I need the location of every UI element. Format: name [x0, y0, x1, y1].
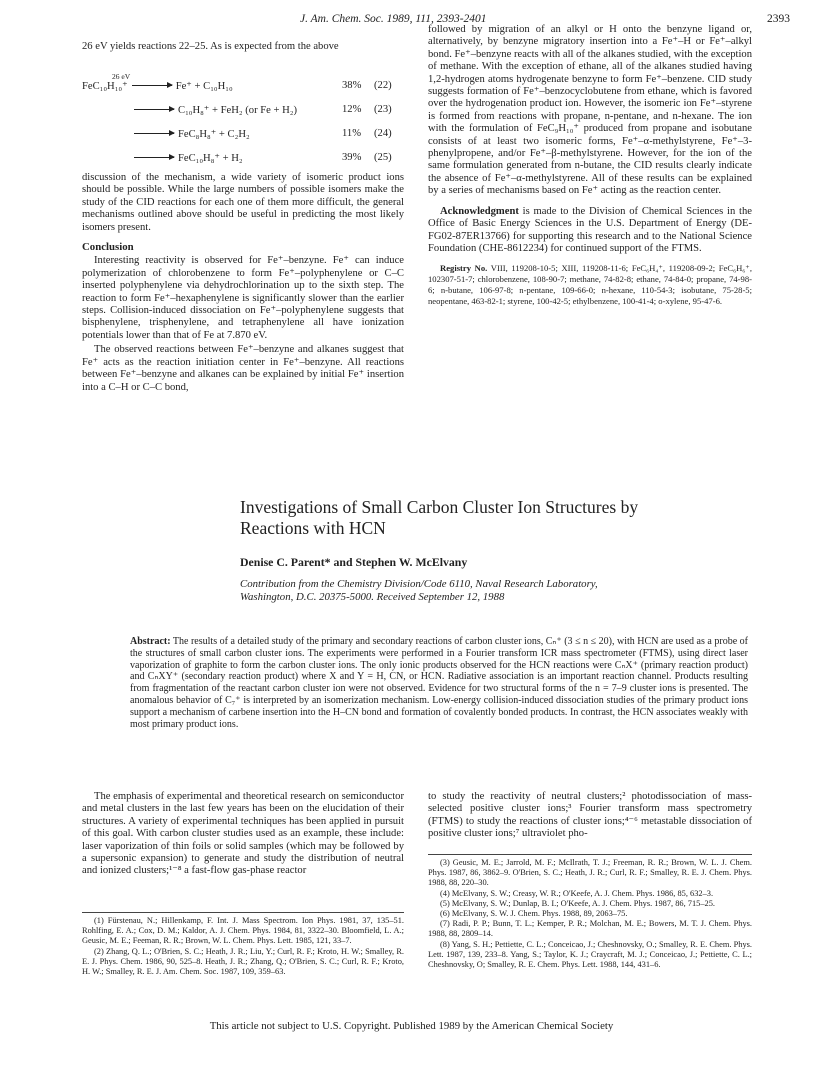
footnote-rule — [82, 912, 404, 913]
eq-rhs: FeC₈H₈⁺ + C₂H₂ — [178, 129, 250, 140]
affiliation: Contribution from the Chemistry Division/Code 6110, Naval Research Laboratory, Washington, D.C. 20375-5000. Received September 12, 1988 — [240, 578, 598, 603]
acknowledgment: Acknowledgment is made to the Division of Chemical Sciences in the Office of Basic Energy Sciences in the U.S. Department of Energy (DE-FG02-87ER13766) for supporting this research and to the National Science Foundation (CHE-8612234) for continued support of the FTMS. — [428, 205, 752, 254]
eq-pct: 39% — [342, 152, 362, 163]
body-left — [82, 791, 404, 878]
authors: Denise C. Parent* and Stephen W. McElvany — [240, 555, 468, 569]
abstract-label: Abstract: — [130, 636, 171, 647]
equation-25 — [130, 152, 243, 164]
registry-numbers: Registry No. VIII, 119208-10-5; XIII, 119208-11-6; FeC₆H₄⁺, 119208-09-2; FeC₆H₆⁺, 102307-51-7; chlorobenzene, 108-90-7; methane, 74-82-8; ethane, 74-84-0; propane, 74-98-6; n-butane, 106-97-8; n-pentane, 109-66-0; n-hexane, 110-54-3; isobutane, 75-28-5; neopentane, 463-82-1; styrene, 100-42-5; ethylbenzene, 100-41-4; o-xylene, 95-47-6. — [428, 263, 752, 307]
reference-item: (5) McElvany, S. W.; Dunlap, B. I.; O'Keefe, A. J. Chem. Phys. 1987, 86, 715–25. — [440, 898, 715, 908]
left-intro: 26 eV yields reactions 22–25. As is expected from the above — [82, 41, 339, 52]
reference-item: (3) Geusic, M. E.; Jarrold, M. F.; McIlrath, T. J.; Freeman, R. R.; Brown, W. L. J. Chem. Phys. 1987, 86, 3862–9. O'Brien, S. C.; Heath, J. R.; Curl, R. F.; Smalley, R. E. J. Chem. Phys. 1988, 88, 220–30. — [428, 858, 752, 888]
reference-item: (4) McElvany, S. W.; Creasy, W. R.; O'Keefe, A. J. Chem. Phys. 1986, 85, 632–3. — [440, 888, 714, 898]
eq-pct: 38% — [342, 80, 362, 91]
eq-rhs: C₁₀H₈⁺ + FeH₂ (or Fe + H₂) — [178, 105, 297, 116]
registry-label: Registry No. — [440, 263, 488, 274]
reference-item: (7) Radi, P. P.; Bunn, T. L.; Kemper, P. R.; Molchan, M. E.; Bowers, M. T. J. Chem. Phys. 1988, 88, 2809–14. — [428, 919, 752, 939]
copyright-footer: This article not subject to U.S. Copyright. Published 1989 by the American Chemical Society — [209, 1020, 614, 1032]
eq-pct: 11% — [342, 128, 362, 139]
equation-23 — [130, 104, 297, 116]
eq-number: (25) — [374, 152, 392, 163]
eq-number: (23) — [374, 104, 392, 115]
eq-lhs: FeC₁₀H₁₀⁺ — [82, 81, 128, 92]
reference-item: (1) Fürstenau, N.; Hillenkamp, F. Int. J. Mass Spectrom. Ion Phys. 1981, 37, 135–51. Rohlfing, E. A.; Cox, D. M.; Kaldor, A. J. Chem. Phys. 1984, 81, 3322–30. Bloomfield, L. A.; Geusic, M. E.; Feeman, R. R.; Brown, W. L. Chem. Phys. Lett. 1985, 121, 33–7. — [82, 916, 404, 946]
article-title: Investigations of Small Carbon Cluster Ion Structures by Reactions with HCN — [240, 497, 639, 538]
references-left — [82, 916, 404, 977]
paragraph: to study the reactivity of neutral clusters;² photodissociation of mass-selected positive cluster ions;³ Fourier transform mass spectrometry (FTMS) to study the reactions of cluster ions;⁴⁻⁶ metastable dissociation of positive cluster ions;⁷ ultraviolet pho- — [428, 791, 752, 840]
reference-item: (2) Zhang, Q. L.; O'Brien, S. C.; Heath, J. R.; Liu, Y.; Curl, R. F.; Kroto, H. W.; Smalley, R. E. J. Phys. Chem. 1986, 90, 525–8. Heath, J. R.; Zhang, Q.; O'Brien, S. C.; Curl, R. F.; Kroto, H. W.; Smalley, R. E. J. Am. Chem. Soc. 1987, 109, 359–63. — [82, 946, 404, 977]
equation-22 — [82, 80, 233, 92]
paragraph: Interesting reactivity is observed for Fe⁺–benzyne. Fe⁺ can induce polymerization of chlorobenzene to form Fe⁺–polyphenylene or C–C inserted polyphenylene via dehydrochlorination up to the sixth step. The reaction to form Fe⁺–hexaphenylene is significantly slower than the earlier steps. Collision-induced dissociation on Fe⁺–polyphenylene suggests that bisphenylene, trisphenylene, and tetraphenylene all have ionization potentials lower than that of Fe at 7.870 eV. — [82, 255, 404, 341]
paragraph: followed by migration of an alkyl or H onto the benzyne ligand or, alternatively, by benzyne migratory insertion into a Fe⁺–H or Fe⁺–alkyl bond. Fe⁺–benzyne reacts with all of the alkanes studied, with the exception of methane. With the exception of ethane, all of the alkanes studied having 1,2-hydrogen atoms hydrogenate benzyne to form Fe⁺–benzene. CID study suggests formation of Fe⁺–benzocyclobutene from ethane, which is favored over the hydrogenation product ion. However, the isomeric ion Fe⁺–styrene is formed from reactions with propane, n-pentane, and n-hexane. The ion with the formulation of FeC₉H₁₀⁺ produced from propane and isobutane consists of at least two isomeric forms, Fe⁺–α-methylstyrene, Fe⁺–3-phenylpropene, and/or Fe⁺–β-methylstyrene. However, for the ion of the same formulation generated from n-butane, the CID results clearly indicate the absence of Fe⁺–α-methylstyrene. All of these results can be explained by a series of mechanisms based on Fe⁺ acting as the reaction center. — [428, 24, 752, 197]
section-heading: Conclusion — [82, 241, 134, 254]
abstract: Abstract: The results of a detailed study of the primary and secondary reactions of carbon cluster ions, Cₙ⁺ (3 ≤ n ≤ 20), with HCN are used as a probe of the structures of small carbon cluster ions. The experiments were performed in a Fourier transform ICR mass spectrometer (FTMS), using direct laser vaporization of graphite to form the carbon cluster ions. The only ionic products observed for the HCN reactions were CₙX⁺ (primary reaction product) and CₙXY⁺ (secondary reaction product) where X and Y = H, CN, or HCN. Radiative association is an important reaction channel. Products resulting from fragmentation of the reactant carbon cluster ion were not observed. Evidence for two structural forms of the n = 7–9 cluster ions is presented. The anomalous behavior of C₇⁺ is interpreted by an isomerization mechanism. Low-energy collision-induced dissociation studies of the primary product ions support a mechanism of carbene insertion into the H–CN bond and formation of covalently bonded products. In contrast, the HCN associates weakly with most primary product ions. — [130, 636, 748, 730]
body-right — [428, 791, 752, 841]
references-right — [428, 858, 752, 970]
eq-rhs: Fe⁺ + C₁₀H₁₀ — [175, 81, 233, 92]
footnote-rule — [428, 854, 752, 855]
paragraph: The observed reactions between Fe⁺–benzyne and alkanes suggest that Fe⁺ acts as the reaction initiation center in Fe⁺–benzyne. All reactions between Fe⁺–benzyne and alkanes can be explained by initial Fe⁺ insertion into a C–H or C–C bond, — [82, 344, 404, 393]
eq-pct: 12% — [342, 104, 362, 115]
eq-rhs: FeC₁₀H₈⁺ + H₂ — [178, 153, 243, 164]
reaction-arrow-icon — [132, 85, 172, 86]
eq-label: 26 eV — [112, 72, 131, 81]
eq-number: (22) — [374, 80, 392, 91]
right-top-body — [428, 24, 752, 307]
eq-number: (24) — [374, 128, 392, 139]
reference-item: (6) McElvany, S. W. J. Chem. Phys. 1988, 89, 2063–75. — [440, 909, 628, 919]
left-top-body — [82, 172, 404, 394]
paragraph: The emphasis of experimental and theoretical research on semiconductor and metal clusters in the last few years has been on the elucidation of their structures. A variety of experimental techniques has been applied in pursuit of this goal. With carbon cluster studies used as an example, these include: laser vaporization of thin foils or solid samples (which may be followed by a supersonic expansion) to generate and study the distribution of neutral and ionized clusters;¹⁻⁸ a fast-flow gas-phase reactor — [82, 791, 404, 877]
running-header: J. Am. Chem. Soc. 1989, 111, 2393-2401 — [300, 13, 487, 25]
reaction-arrow-icon — [134, 133, 174, 134]
ack-label: Acknowledgment — [440, 205, 519, 217]
paragraph: discussion of the mechanism, a wide variety of isomeric product ions should be possible. While the large numbers of possible isomers make the study of the CID reactions for each one of them more difficult, the general mechanisms outlined above should be useful in predicting the most likely isomers present. — [82, 172, 404, 233]
equation-24 — [130, 128, 250, 140]
reaction-arrow-icon — [134, 157, 174, 158]
page-number: 2393 — [767, 13, 790, 25]
reaction-arrow-icon — [134, 109, 174, 110]
reference-item: (8) Yang, S. H.; Pettiette, C. L.; Conceicao, J.; Cheshnovsky, O.; Smalley, R. E. Chem. Phys. Lett. 1987, 139, 233–8. Yang, S.; Taylor, K. J.; Craycraft, M. J.; Conceicao, J.; Pettiette, C. L.; Cheshnovsky, O; Smalley, R. E. Chem. Phys. Lett. 1988, 144, 431–6. — [428, 939, 752, 970]
